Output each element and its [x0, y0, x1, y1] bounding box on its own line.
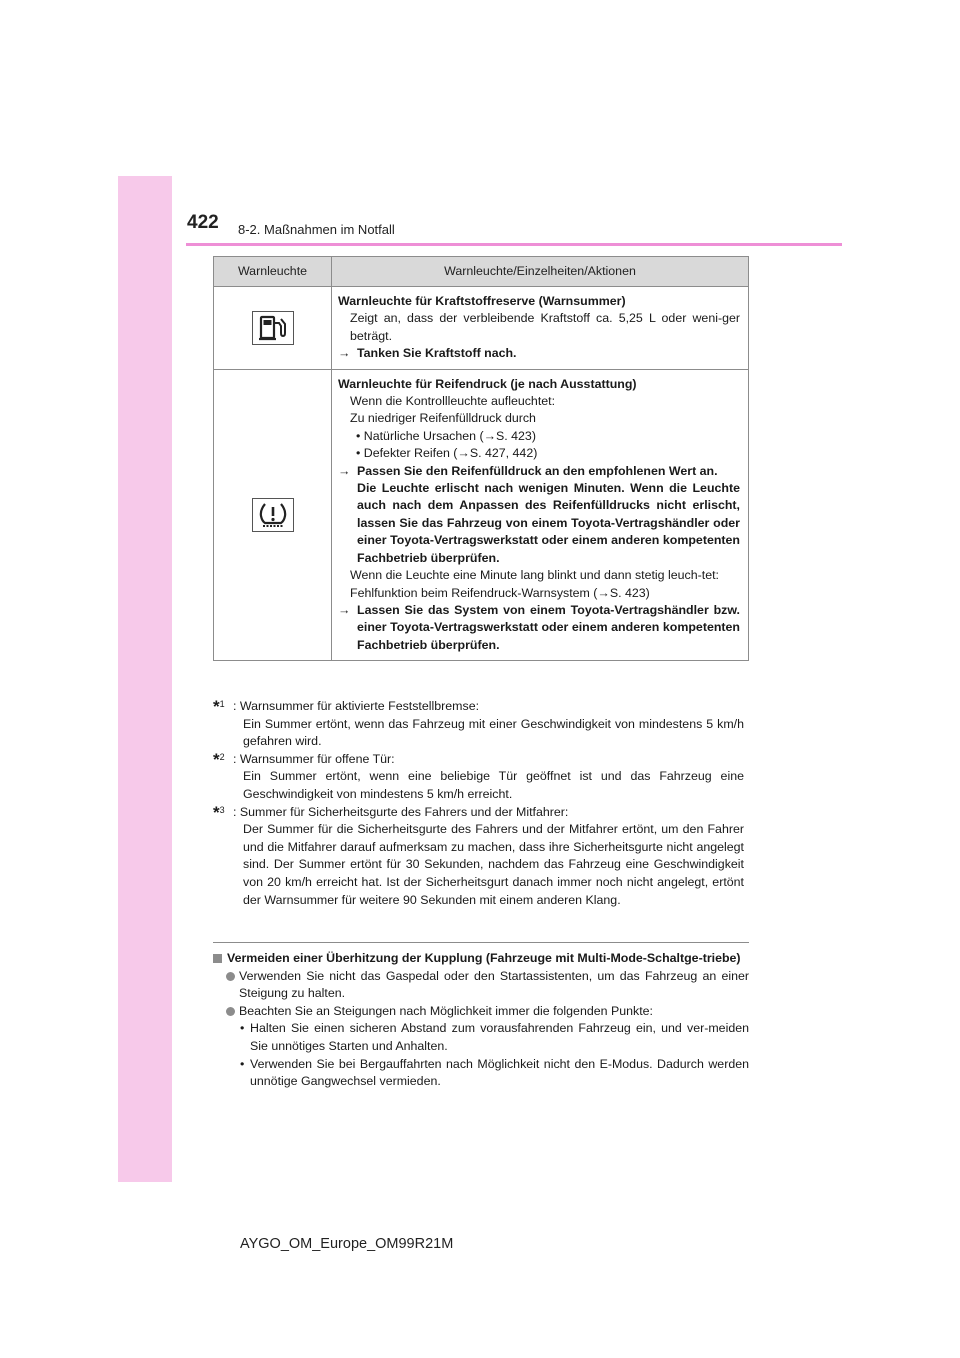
tire-bullet-1: • Natürliche Ursachen (→S. 423)	[356, 428, 536, 443]
sub-bullet-2: • Verwenden Sie bei Bergauffahrten nach Möglichkeit nicht den E-Modus. Dadurch werden unnötige Gangwechsel vermieden.	[240, 1056, 749, 1089]
footnote-2	[213, 751, 744, 804]
point-1: Verwenden Sie nicht das Gaspedal oder den Startassistenten, um das Fahrzeug an einer Steigung zu halten.	[213, 968, 749, 1003]
section-title: 8-2. Maßnahmen im Notfall	[238, 222, 395, 237]
tire-action-2	[338, 602, 740, 654]
action-text: Lassen Sie das System von einem Toyota-Vertragshändler bzw. einer Toyota-Vertragswerkstatt oder einem anderen kompetenten Fachbetrieb überprüfen.	[357, 602, 740, 652]
action-text: Passen Sie den Reifenfülldruck an den empfohlenen Wert an.	[357, 463, 718, 478]
tire-line-1: Wenn die Kontrollleuchte aufleuchtet:	[350, 394, 556, 409]
footnote-label: : Warnsummer für offene Tür:	[233, 751, 395, 766]
footnote-label: : Summer für Sicherheitsgurte des Fahrers und der Mitfahrer:	[233, 804, 569, 819]
footnote-text: Der Summer für die Sicherheitsgurte des Fahrers und der Mitfahrer ertönt, um den Fahrer und die Mitfahrer darauf aufmerksam zu machen, dass ihre Sicherheitsgurte nicht angelegt sind. Der Summer ertönt für 30 Sekunden, nachdem das Fahrzeug eine Geschwindigkeit von 20 km/h erreicht hat. Ist der Sicherheitsgurt danach immer noch nicht angelegt, ertönt der Warnsummer für weitere 90 Sekunden mit einem anderen Klang.	[243, 822, 744, 907]
fuel-pump-icon	[252, 311, 294, 345]
table-header-row	[214, 257, 749, 287]
tire-action-1-detail: Die Leuchte erlischt nach wenigen Minuten. Wenn die Leuchte auch nach dem Anpassen des Reifenfülldrucks nicht erlischt, lassen Sie das Fahrzeug von einem Toyota-Vertragshändler oder einer Toyota-Vertragswerkstatt oder einem anderen kompetenten Fachbetrieb überprüfen.	[357, 481, 740, 565]
square-bullet-icon	[213, 954, 222, 963]
details-cell	[332, 369, 749, 661]
col-header-warning-light: Warnleuchte	[214, 257, 332, 287]
bullet-symbol: •	[240, 1021, 245, 1036]
bullet-symbol: •	[240, 1056, 245, 1071]
header-rule	[186, 243, 842, 246]
circle-bullet-icon	[226, 972, 235, 981]
footnote-text: Ein Summer ertönt, wenn eine beliebige Tür geöffnet ist und das Fahrzeug eine Geschwindigkeit von mindestens 5 km/h erreicht.	[243, 769, 744, 801]
section-heading: Vermeiden einer Überhitzung der Kupplung (Fahrzeuge mit Multi-Mode-Schaltge-triebe)	[213, 950, 749, 968]
sub-bullet-1: • Halten Sie einen sicheren Abstand zum vorausfahrenden Fahrzeug ein, und ver-meiden Sie unnötiges Starten und Anhalten.	[240, 1021, 749, 1053]
footnotes	[213, 698, 744, 909]
point-2: Beachten Sie an Steigungen nach Möglichkeit immer die folgenden Punkte:	[213, 1003, 749, 1021]
icon-cell	[214, 369, 332, 661]
footnote-marker: *$^3$	[213, 802, 225, 822]
action-text: Tanken Sie Kraftstoff nach.	[357, 346, 517, 361]
fuel-warning-title: Warnleuchte für Kraftstoffreserve (Warnsummer)	[338, 294, 626, 308]
fuel-warning-description: Zeigt an, dass der verbleibende Kraftstoff ca. 5,25 L oder weni-ger beträgt.	[350, 311, 740, 343]
table-row-tire-pressure	[214, 369, 749, 661]
tire-pressure-icon	[252, 498, 294, 532]
fuel-warning-action	[338, 345, 740, 362]
tire-action-1	[338, 463, 740, 480]
section-divider	[213, 942, 749, 943]
document-id: AYGO_OM_Europe_OM99R21M	[240, 1236, 454, 1252]
table-row-fuel	[214, 287, 749, 370]
clutch-overheat-section	[213, 950, 749, 1091]
footnote-1	[213, 698, 744, 751]
details-cell	[332, 287, 749, 370]
icon-cell	[214, 287, 332, 370]
footnote-marker: *$^1$	[213, 697, 225, 716]
chapter-sidebar-tab	[118, 176, 172, 1182]
arrow-symbol: →	[338, 602, 351, 617]
tire-line-3: Wenn die Leuchte eine Minute lang blinkt und dann stetig leuch-tet:	[350, 568, 719, 583]
footnote-label: : Warnsummer für aktivierte Feststellbremse:	[233, 699, 480, 713]
footnote-text: Ein Summer ertönt, wenn das Fahrzeug mit einer Geschwindigkeit von mindestens 5 km/h gefahren wird.	[243, 716, 744, 749]
tire-warning-title: Warnleuchte für Reifendruck (je nach Ausstattung)	[338, 376, 637, 391]
arrow-symbol: →	[338, 346, 351, 361]
circle-bullet-icon	[226, 1007, 235, 1016]
warning-light-table	[213, 256, 749, 661]
page-number: 422	[187, 212, 219, 233]
tire-line-2: Zu niedriger Reifenfülldruck durch	[350, 411, 536, 426]
col-header-details: Warnleuchte/Einzelheiten/Aktionen	[332, 257, 749, 287]
footnote-3	[213, 804, 744, 910]
tire-bullet-2: • Defekter Reifen (→S. 427, 442)	[356, 446, 538, 461]
tire-line-4: Fehlfunktion beim Reifendruck-Warnsystem (→S. 423)	[350, 585, 650, 600]
footnote-marker: *$^2$	[213, 749, 225, 769]
arrow-symbol: →	[338, 463, 351, 478]
